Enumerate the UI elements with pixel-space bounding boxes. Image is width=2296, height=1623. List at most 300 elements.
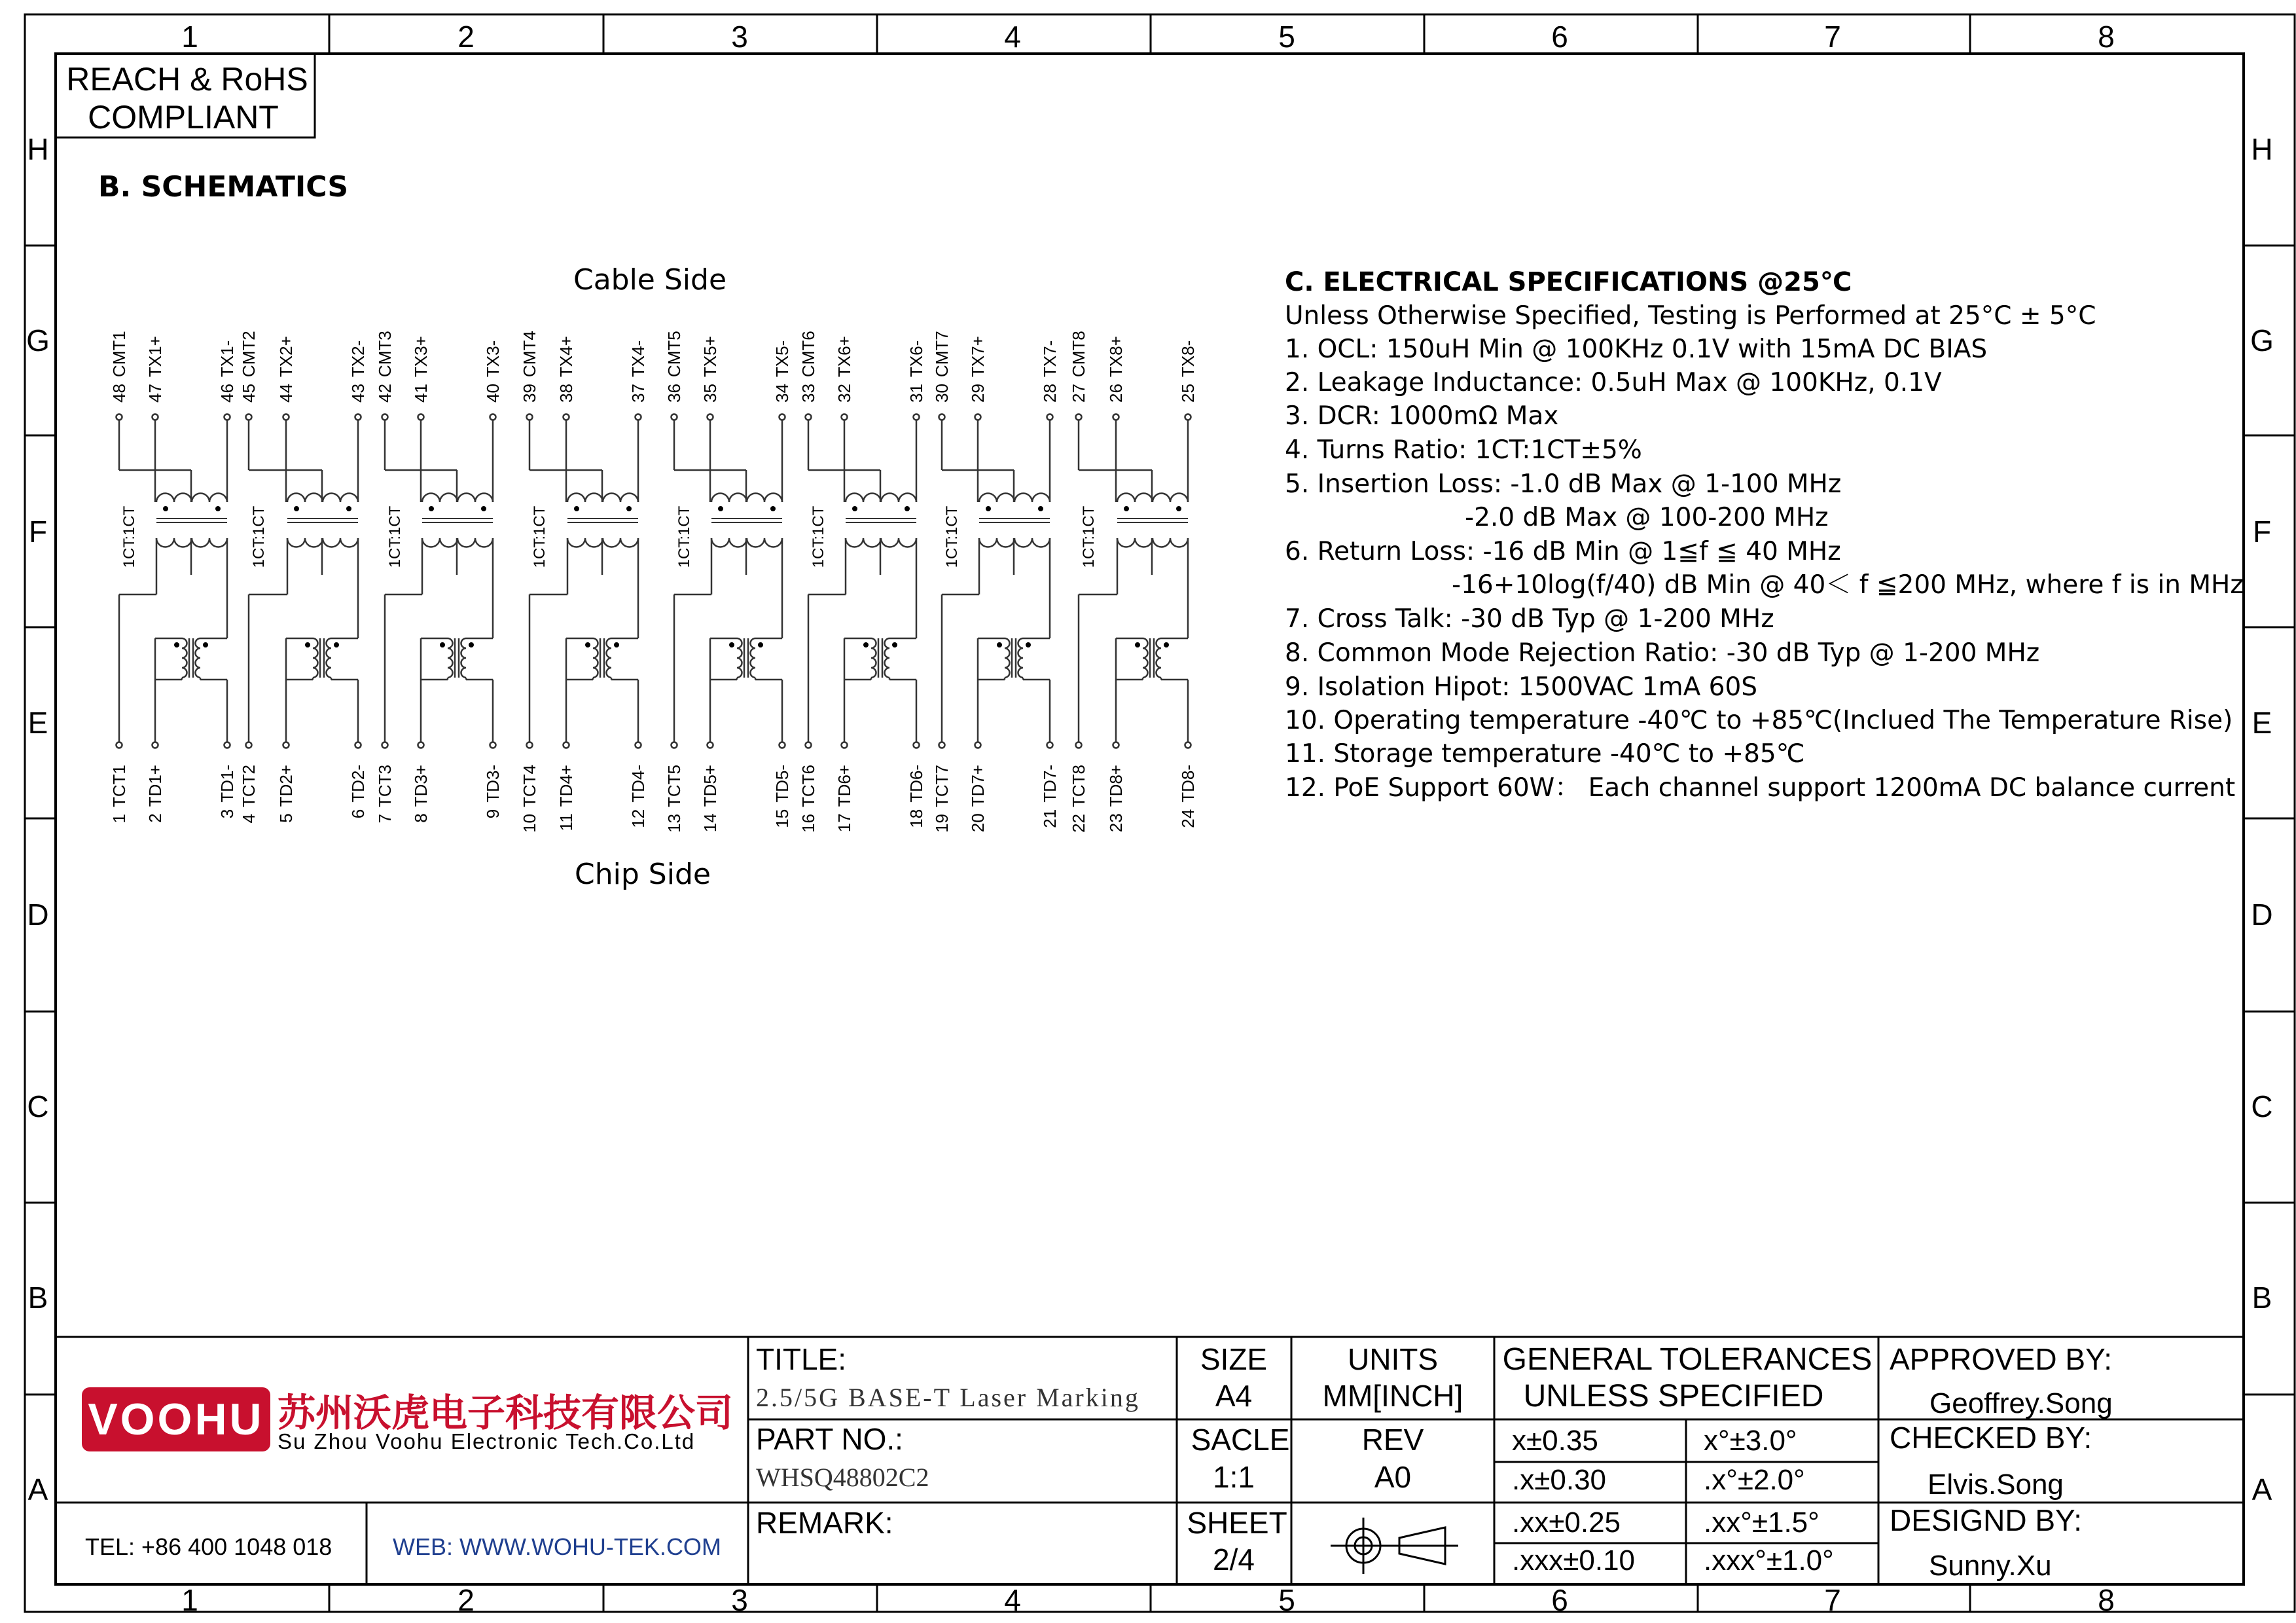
pin-number: 13	[664, 814, 684, 833]
pin-label	[968, 765, 988, 832]
pin-terminal	[636, 414, 641, 420]
pin-terminal	[355, 742, 361, 748]
tolerance-linear: x±0.35	[1512, 1425, 1598, 1457]
units-value: MM[INCH]	[1322, 1379, 1463, 1413]
designed-by-value: Sunny.Xu	[1929, 1550, 2052, 1582]
checked-by-label: CHECKED BY:	[1890, 1421, 2092, 1455]
pin-name: TX7+	[968, 336, 988, 378]
pin-number: 29	[968, 384, 988, 403]
pin-number: 23	[1106, 813, 1126, 833]
choke-winding	[327, 638, 332, 678]
title-block	[56, 1337, 2244, 1584]
pin-number: 7	[375, 814, 395, 824]
pin-terminal	[975, 742, 981, 748]
pin-label	[1106, 765, 1126, 832]
rev-value: A0	[1374, 1460, 1412, 1494]
pin-number: 37	[628, 384, 648, 403]
pin-terminal	[672, 414, 677, 420]
pin-label	[628, 765, 648, 828]
schematic-diagram	[109, 331, 1198, 833]
choke-winding	[593, 638, 598, 678]
pin-label	[1040, 340, 1060, 403]
turns-ratio-label: 1CT:1CT	[531, 505, 548, 568]
pin-name: TD8+	[1106, 765, 1126, 807]
pin-label	[772, 340, 792, 403]
choke-winding	[1157, 638, 1162, 678]
column-label-bottom: 7	[1824, 1583, 1841, 1617]
pin-number: 26	[1106, 384, 1126, 403]
column-label-top: 2	[457, 20, 475, 54]
pin-name: TD5-	[772, 765, 792, 803]
pin-terminal	[224, 742, 230, 748]
pin-name: TCT5	[664, 765, 684, 807]
pin-terminal	[490, 742, 496, 748]
pin-number: 24	[1178, 809, 1198, 828]
pin-number: 8	[411, 813, 431, 823]
polarity-dot	[305, 642, 310, 647]
tolerance-angular: .xx°±1.5°	[1704, 1506, 1820, 1539]
column-label-top: 8	[2098, 20, 2115, 54]
pin-terminal	[939, 414, 945, 420]
pin-terminal	[418, 742, 424, 748]
choke-winding	[1018, 638, 1023, 678]
pin-name: TD3+	[411, 765, 431, 807]
tolerance-angular: x°±3.0°	[1704, 1425, 1797, 1457]
company-name-en: Su Zhou Voohu Electronic Tech.Co.Ltd	[278, 1429, 696, 1453]
part-no-label: PART NO.:	[756, 1422, 903, 1456]
pin-terminal	[117, 742, 122, 748]
pin-terminal	[382, 414, 388, 420]
pin-label	[109, 765, 129, 823]
column-label-bottom: 1	[181, 1583, 198, 1617]
projection-symbol	[1331, 1518, 1458, 1574]
sheet-value: 2/4	[1213, 1542, 1255, 1577]
pin-name: CMT1	[109, 331, 129, 378]
pin-label	[145, 336, 165, 403]
pin-terminal	[636, 742, 641, 748]
pin-number: 18	[906, 809, 926, 828]
tolerance-heading-1: GENERAL TOLERANCES	[1502, 1342, 1873, 1377]
pin-number: 21	[1040, 809, 1060, 828]
turns-ratio-label: 1CT:1CT	[1080, 505, 1098, 568]
column-label-bottom: 5	[1278, 1583, 1295, 1617]
row-label-left: F	[28, 515, 48, 549]
pin-number: 35	[700, 384, 720, 403]
pin-number: 17	[834, 813, 854, 833]
schematics-title: B. SCHEMATICS	[98, 170, 349, 204]
spec-line: Unless Otherwise Specified, Testing is Performed at 25°C ± 5°C	[1285, 301, 2096, 331]
pin-terminal	[1076, 414, 1082, 420]
pin-name: TD6+	[834, 765, 854, 807]
pin-name: CMT2	[239, 331, 259, 378]
pin-name: TX2-	[348, 340, 368, 378]
pin-name: TX2+	[276, 336, 296, 378]
pin-number: 32	[834, 384, 854, 403]
choke-winding	[737, 638, 742, 678]
pin-name: CMT5	[664, 331, 684, 378]
pin-terminal	[806, 414, 812, 420]
polarity-dot	[334, 642, 339, 647]
pin-number: 48	[109, 384, 129, 403]
spec-line: 2. Leakage Inductance: 0.5uH Max @ 100KHz, 0.1V	[1285, 368, 1942, 397]
column-label-bottom: 8	[2098, 1583, 2115, 1617]
pin-terminal	[564, 742, 569, 748]
pin-name: TX1-	[217, 340, 237, 378]
spec-line: 4. Turns Ratio: 1CT:1CT±5%	[1285, 435, 1642, 465]
pin-number: 11	[556, 813, 576, 831]
pin-name: TD4-	[628, 765, 648, 803]
rev-label: REV	[1361, 1423, 1424, 1457]
pin-terminal	[1047, 742, 1053, 748]
pin-name: TX6-	[906, 340, 926, 378]
pin-number: 4	[239, 814, 259, 824]
pin-number: 12	[628, 809, 648, 828]
choke-winding	[885, 638, 889, 678]
turns-ratio-label: 1CT:1CT	[386, 505, 404, 568]
row-label-right: G	[2250, 323, 2274, 357]
pin-name: CMT7	[932, 331, 952, 378]
choke-winding	[751, 638, 756, 678]
row-label-left: A	[27, 1472, 48, 1506]
choke-winding	[1005, 638, 1010, 678]
pin-name: TX1+	[145, 336, 165, 378]
turns-ratio-label: 1CT:1CT	[250, 505, 268, 568]
choke-winding	[461, 638, 466, 678]
turns-ratio-label: 1CT:1CT	[675, 505, 693, 568]
pin-label	[628, 340, 648, 403]
pin-label	[772, 765, 792, 828]
pin-label	[556, 765, 576, 831]
pin-number: 20	[968, 813, 988, 833]
pin-terminal	[1185, 414, 1191, 420]
title-value: 2.5/5G BASE-T Laser Marking	[756, 1383, 1140, 1412]
pin-terminal	[283, 414, 289, 420]
spec-line: 9. Isolation Hipot: 1500VAC 1mA 60S	[1285, 672, 1758, 702]
pin-terminal	[152, 414, 158, 420]
pin-terminal	[1185, 742, 1191, 748]
pin-terminal	[1113, 414, 1119, 420]
pin-name: TCT4	[520, 765, 539, 807]
polarity-dot	[729, 642, 734, 647]
pin-number: 38	[556, 384, 576, 403]
pin-terminal	[975, 414, 981, 420]
pin-terminal	[527, 742, 533, 748]
pin-label	[375, 765, 395, 823]
pin-terminal	[780, 742, 785, 748]
pin-label	[906, 765, 926, 828]
polarity-dot	[1135, 642, 1140, 647]
pin-label	[1040, 765, 1060, 828]
pin-number: 10	[520, 814, 539, 833]
company-name-cn: 苏州沃虎电子科技有限公司	[278, 1391, 734, 1435]
pin-number: 25	[1178, 384, 1198, 403]
pin-terminal	[708, 742, 713, 748]
pin-number: 5	[276, 813, 296, 823]
column-label-top: 7	[1824, 20, 1841, 54]
polarity-dot	[626, 506, 632, 511]
pin-name: TX6+	[834, 336, 854, 378]
choke-winding	[607, 638, 611, 678]
pin-label	[217, 340, 237, 403]
units-label: UNITS	[1348, 1342, 1438, 1376]
pin-name: TCT3	[375, 765, 395, 807]
pin-number: 47	[145, 384, 165, 403]
tolerance-angular: .xxx°±1.0°	[1704, 1544, 1834, 1577]
pin-name: TD1+	[145, 765, 165, 807]
pin-label	[375, 331, 395, 403]
approved-by-value: Geoffrey.Song	[1929, 1387, 2113, 1419]
approved-by-label: APPROVED BY:	[1890, 1342, 2113, 1376]
pin-label	[276, 336, 296, 403]
polarity-dot	[585, 642, 590, 647]
pin-label	[798, 331, 818, 403]
pin-number: 36	[664, 384, 684, 403]
spec-line: 3. DCR: 1000mΩ Max	[1285, 401, 1559, 431]
pin-label	[483, 765, 503, 818]
pin-number: 16	[798, 814, 818, 833]
pin-number: 31	[906, 384, 926, 403]
pin-label	[145, 765, 165, 823]
pin-label	[834, 336, 854, 403]
choke-winding	[448, 638, 453, 678]
pin-terminal	[672, 742, 677, 748]
pin-number: 1	[109, 814, 129, 824]
column-label-top: 3	[731, 20, 748, 54]
compliance-line-2: COMPLIANT	[88, 99, 279, 136]
column-label-bottom: 6	[1551, 1583, 1568, 1617]
pin-number: 19	[932, 814, 952, 833]
tolerance-table	[1512, 1425, 1834, 1577]
pin-name: TX7-	[1040, 340, 1060, 378]
pin-terminal	[418, 414, 424, 420]
pin-label	[556, 336, 576, 403]
pin-number: 28	[1040, 384, 1060, 403]
pin-name: TX5-	[772, 340, 792, 378]
pin-terminal	[939, 742, 945, 748]
pin-label	[348, 765, 368, 818]
pin-number: 22	[1069, 814, 1088, 833]
pin-name: TX3+	[411, 336, 431, 378]
spec-line: 12. PoE Support 60W： Each channel support 1200mA DC balance current	[1285, 773, 2236, 803]
polarity-dot	[346, 506, 351, 511]
sheet-label: SHEET	[1187, 1506, 1287, 1540]
pin-number: 40	[483, 384, 503, 403]
specs-title: C. ELECTRICAL SPECIFICATIONS @25℃	[1285, 267, 1852, 297]
pin-number: 6	[348, 809, 368, 819]
pin-label	[1069, 765, 1088, 833]
polarity-dot	[469, 642, 474, 647]
polarity-dot	[758, 642, 763, 647]
pin-terminal	[1113, 742, 1119, 748]
pin-name: TX4-	[628, 340, 648, 378]
column-label-top: 6	[1551, 20, 1568, 54]
column-label-top: 1	[181, 20, 198, 54]
pin-label	[700, 765, 720, 832]
pin-number: 43	[348, 384, 368, 403]
polarity-dot	[481, 506, 486, 511]
pin-number: 39	[520, 384, 539, 403]
pin-label	[1178, 765, 1198, 828]
polarity-dot	[718, 506, 723, 511]
pin-terminal	[246, 414, 252, 420]
polarity-dot	[174, 642, 179, 647]
pin-label	[664, 765, 684, 833]
spec-line: 10. Operating temperature -40℃ to +85℃(Inclued The Temperature Rise)	[1285, 706, 2233, 735]
pin-terminal	[780, 414, 785, 420]
pin-number: 9	[483, 809, 503, 819]
pin-name: TCT8	[1069, 765, 1088, 807]
pin-number: 27	[1069, 384, 1088, 403]
choke-winding	[182, 638, 187, 678]
spec-line: 7. Cross Talk: -30 dB Typ @ 1-200 MHz	[1285, 604, 1774, 634]
spec-line: 1. OCL: 150uH Min @ 100KHz 0.1V with 15mA DC BIAS	[1285, 335, 1988, 364]
scale-value: 1:1	[1213, 1460, 1255, 1494]
specs-list	[1285, 301, 2244, 803]
polarity-dot	[614, 642, 619, 647]
cable-side-label: Cable Side	[573, 263, 727, 297]
spec-line: -2.0 dB Max @ 100-200 MHz	[1465, 503, 1829, 532]
pin-label	[968, 336, 988, 403]
pin-name: TD1-	[217, 765, 237, 803]
pin-name: TD3-	[483, 765, 503, 803]
size-value: A4	[1215, 1379, 1253, 1413]
pin-number: 45	[239, 384, 259, 403]
pin-label	[664, 331, 684, 403]
polarity-dot	[905, 506, 910, 511]
pin-number: 14	[700, 813, 720, 833]
row-label-left: G	[26, 323, 50, 357]
pin-terminal	[382, 742, 388, 748]
tolerance-heading-2: UNLESS SPECIFIED	[1523, 1379, 1824, 1413]
pin-name: TX3-	[483, 340, 503, 378]
pin-name: TD5+	[700, 765, 720, 807]
brand-logo-text: VOOHU	[88, 1395, 264, 1444]
tolerance-angular: .x°±2.0°	[1704, 1464, 1805, 1496]
spec-line: 6. Return Loss: -16 dB Min @ 1≦f ≦ 40 MHz	[1285, 537, 1841, 566]
polarity-dot	[203, 642, 208, 647]
column-label-bottom: 4	[1004, 1583, 1021, 1617]
pin-name: TD7-	[1040, 765, 1060, 803]
row-label-right: B	[2251, 1281, 2272, 1315]
pin-label	[834, 765, 854, 832]
pin-label	[1178, 340, 1198, 403]
turns-ratio-label: 1CT:1CT	[943, 505, 961, 568]
pin-name: CMT3	[375, 331, 395, 378]
pin-number: 42	[375, 384, 395, 403]
column-label-bottom: 2	[457, 1583, 475, 1617]
tel-text: TEL: +86 400 1048 018	[85, 1533, 332, 1560]
tolerance-linear: .xxx±0.10	[1512, 1544, 1636, 1577]
web-link[interactable]: WEB: WWW.WOHU-TEK.COM	[393, 1533, 721, 1560]
polarity-dot	[429, 506, 434, 511]
pin-terminal	[283, 742, 289, 748]
turns-ratio-label: 1CT:1CT	[120, 505, 138, 568]
pin-number: 44	[276, 384, 296, 403]
pin-label	[239, 765, 259, 823]
pin-terminal	[914, 414, 920, 420]
polarity-dot	[997, 642, 1002, 647]
pin-number: 34	[772, 384, 792, 403]
pin-name: CMT6	[798, 331, 818, 378]
pin-terminal	[1047, 414, 1053, 420]
choke-winding	[1143, 638, 1148, 678]
pin-label	[411, 336, 431, 403]
pin-terminal	[806, 742, 812, 748]
row-label-left: E	[27, 706, 48, 740]
polarity-dot	[1124, 506, 1129, 511]
row-label-left: H	[27, 132, 49, 166]
row-label-right: E	[2251, 706, 2272, 740]
pin-terminal	[842, 742, 848, 748]
pin-terminal	[842, 414, 848, 420]
pin-label	[411, 765, 431, 823]
pin-label	[1069, 331, 1088, 403]
pin-name: TD4+	[556, 765, 576, 807]
pin-label	[520, 331, 539, 403]
polarity-dot	[1164, 642, 1169, 647]
pin-number: 3	[217, 809, 237, 819]
pin-name: TD2-	[348, 765, 368, 803]
polarity-dot	[1038, 506, 1043, 511]
pin-name: CMT4	[520, 331, 539, 378]
chip-side-label: Chip Side	[575, 858, 711, 891]
pin-label	[520, 765, 539, 833]
pin-number: 30	[932, 384, 952, 403]
pin-name: TX4+	[556, 336, 576, 378]
pin-name: TX5+	[700, 336, 720, 378]
pin-number: 2	[145, 813, 165, 823]
polarity-dot	[863, 642, 869, 647]
pin-name: CMT8	[1069, 331, 1088, 378]
row-label-right: F	[2252, 515, 2272, 549]
choke-winding	[313, 638, 318, 678]
choke-winding	[196, 638, 200, 678]
pin-name: TCT7	[932, 765, 952, 807]
compliance-line-1: REACH & RoHS	[66, 61, 308, 98]
pin-label	[109, 331, 129, 403]
pin-terminal	[564, 414, 569, 420]
spec-line: 8. Common Mode Rejection Ratio: -30 dB Typ @ 1-200 MHz	[1285, 638, 2040, 668]
pin-name: TCT2	[239, 765, 259, 807]
compliance-box	[56, 54, 315, 137]
pin-label	[1106, 336, 1126, 403]
polarity-dot	[770, 506, 776, 511]
choke-winding	[871, 638, 876, 678]
pin-label	[217, 765, 237, 818]
column-label-bottom: 3	[731, 1583, 748, 1617]
pin-label	[932, 765, 952, 833]
polarity-dot	[215, 506, 221, 511]
designed-by-label: DESIGND BY:	[1890, 1503, 2082, 1537]
title-label: TITLE:	[756, 1342, 847, 1376]
pin-name: TD8-	[1178, 765, 1198, 803]
tolerance-linear: .x±0.30	[1512, 1464, 1607, 1496]
pin-terminal	[914, 742, 920, 748]
polarity-dot	[1026, 642, 1031, 647]
size-label: SIZE	[1200, 1342, 1268, 1376]
spec-line: 11. Storage temperature -40℃ to +85℃	[1285, 739, 1805, 769]
pin-terminal	[527, 414, 533, 420]
pin-label	[483, 340, 503, 403]
scale-label: SACLE	[1191, 1423, 1290, 1457]
checked-by-value: Elvis.Song	[1928, 1468, 2064, 1501]
row-label-left: D	[27, 898, 49, 932]
row-label-right: C	[2251, 1089, 2273, 1123]
pin-name: TD2+	[276, 765, 296, 807]
pin-name: TCT6	[798, 765, 818, 807]
row-label-left: C	[27, 1089, 49, 1123]
pin-number: 15	[772, 809, 792, 828]
